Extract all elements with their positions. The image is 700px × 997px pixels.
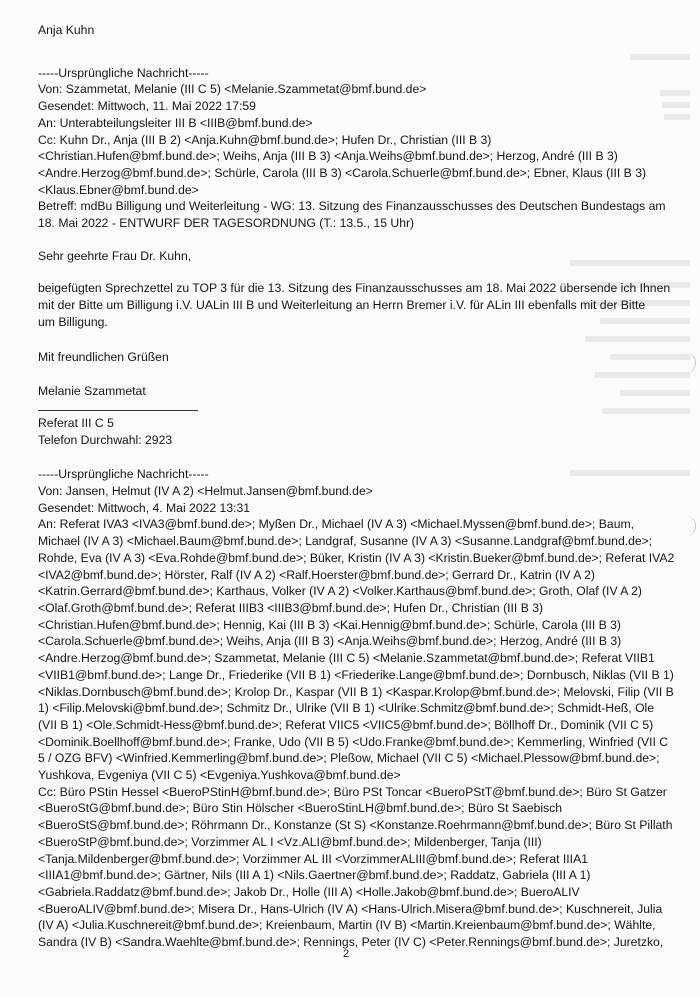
recipient-line: Michael (IV A 3) <Michael.Baum@bmf.bund.de>; Landgraf, Susanne (IV A 3) <Susanne.Landgraf@bmf.bund.de>; <box>38 534 653 549</box>
cc-line: Cc: Kuhn Dr., Anja (III B 2) <Anja.Kuhn@bmf.bund.de>; Hufen Dr., Christian (III B 3) <box>38 132 492 147</box>
from-line: Von: Jansen, Helmut (IV A 2) <Helmut.Jansen@bmf.bund.de> <box>38 484 373 499</box>
cc-line: <Klaus.Ebner@bmf.bund.de> <box>38 182 199 197</box>
recipient-line: <Andre.Herzog@bmf.bund.de>; Szammetat, Melanie (III C 5) <Melanie.Szammetat@bmf.bund.de>; Referat VIIB1 <box>38 651 655 666</box>
body-line: beigefügten Sprechzettel zu TOP 3 für die 13. Sitzung des Finanzausschusses am 18. Mai 2022 übersende ich Ihnen <box>38 281 671 296</box>
recipient-line: <IVA2@bmf.bund.de>; Hörster, Ralf (IV A 2) <Ralf.Hoerster@bmf.bund.de>; Gerrard Dr., Katrin (IV A 2) <box>38 567 595 582</box>
recipient-line: <Katrin.Gerrard@bmf.bund.de>; Karthaus, Volker (IV A 2) <Volker.Karthaus@bmf.bund.de>; Groth, Olaf (IV A 2) <box>38 584 642 599</box>
cc-line: (IV A) <Julia.Kuschnereit@bmf.bund.de>; Kreienbaum, Martin (IV B) <Martin.Kreienbaum@bmf.bund.de>; Wählte, <box>38 918 656 933</box>
recipient-line: <Carola.Schuerle@bmf.bund.de>; Weihs, Anja (III B 3) <Anja.Weihs@bmf.bund.de>; Herzog, André (III B 3) <box>38 634 622 649</box>
recipient-line: 5 / OZG BFV) <Winfried.Kemmerling@bmf.bund.de>; Pleßow, Michael (VII C 5) <Michael.Plessow@bmf.bund.de>; <box>38 751 660 766</box>
cc-line: <BueroStS@bmf.bund.de>; Röhrmann Dr., Konstanze (St S) <Konstanze.Roehrmann@bmf.bund.de>; Büro St Pillath <box>38 818 673 833</box>
subject-line: 18. Mai 2022 - ENTWURF DER TAGESORDNUNG (T.: 13.5., 15 Uhr) <box>38 216 415 231</box>
recipient-line: Rohde, Eva (IV A 3) <Eva.Rohde@bmf.bund.de>; Büker, Kristin (IV A 3) <Kristin.Bueker@bmf.bund.de>; Referat IVA2 <box>38 550 675 565</box>
recipient-line: <Niklas.Dornbusch@bmf.bund.de>; Krolop Dr., Kaspar (VII B 1) <Kaspar.Krolop@bmf.bund.de>; Melovski, Filip (VII B <box>38 684 674 699</box>
recipient-line: <VIIB1@bmf.bund.de>; Lange Dr., Friederike (VII B 1) <Friederike.Lange@bmf.bund.de>; Dornbusch, Niklas (VII B 1) <box>38 667 674 682</box>
signature-divider <box>38 410 198 411</box>
cc-line: <Christian.Hufen@bmf.bund.de>; Weihs, Anja (III B 3) <Anja.Weihs@bmf.bund.de>; Herzog, André (III B 3) <box>38 149 618 164</box>
body-line: mit der Bitte um Billigung i.V. UALin III B und Weiterleitung an Herrn Bremer i.V. für ALin III ebenfalls mit der Bitte <box>38 298 646 313</box>
cc-line: <BueroStP@bmf.bund.de>; Vorzimmer AL I <Vz.ALI@bmf.bund.de>; Mildenberger, Tanja (III) <box>38 834 542 849</box>
cc-line: <BueroStG@bmf.bund.de>; Büro Stin Hölscher <BueroStinLH@bmf.bund.de>; Büro St Saebisch <box>38 801 563 816</box>
cc-line: Sandra (IV B) <Sandra.Waehlte@bmf.bund.de>; Rennings, Peter (IV C) <Peter.Rennings@bmf.bund.de>; Juretzko, <box>38 935 664 950</box>
recipient-line: An: Referat IVA3 <IVA3@bmf.bund.de>; Myßen Dr., Michael (IV A 3) <Michael.Myssen@bmf.bund.de>; Baum, <box>38 517 635 532</box>
recipient-line: (VII B 1) <Ole.Schmidt-Hess@bmf.bund.de>; Referat VIIC5 <VIIC5@bmf.bund.de>; Böllhoff Dr., Dominik (VII C 5) <box>38 717 654 732</box>
signature-phone: Telefon Durchwahl: 2923 <box>38 432 173 447</box>
recipient-line: <Olaf.Groth@bmf.bund.de>; Referat IIIB3 <IIIB3@bmf.bund.de>; Hufen Dr., Christian (III B 3) <box>38 600 544 615</box>
recipient-line: Yushkova, Evgeniya (VII C 5) <Evgeniya.Yushkova@bmf.bund.de> <box>38 768 401 783</box>
cc-line: <BueroALIV@bmf.bund.de>; Misera Dr., Hans-Ulrich (IV A) <Hans-Ulrich.Misera@bmf.bund.de>; Kuschnereit, Julia <box>38 901 663 916</box>
signature-name: Melanie Szammetat <box>38 384 146 399</box>
original-message-2 <box>38 466 678 950</box>
recipient-line: 1) <Filip.Melovski@bmf.bund.de>; Schmitz Dr., Ulrike (VII B 1) <Ulrike.Schmitz@bmf.bund.de>; Schmidt-Heß, Ole <box>38 701 655 716</box>
greeting: Sehr geehrte Frau Dr. Kuhn, <box>38 248 192 263</box>
recipient-line: <Christian.Hufen@bmf.bund.de>; Hennig, Kai (III B 3) <Kai.Hennig@bmf.bund.de>; Schürle, Carola (III B 3) <box>38 617 621 632</box>
message-separator: -----Ursprüngliche Nachricht----- <box>38 65 209 80</box>
sender-name: Anja Kuhn <box>38 23 95 37</box>
email-body <box>38 22 678 951</box>
cc-line: <Andre.Herzog@bmf.bund.de>; Schürle, Carola (III B 3) <Carola.Schuerle@bmf.bund.de>; Ebner, Klaus (III B 3) <box>38 165 647 180</box>
sent-line: Gesendet: Mittwoch, 4. Mai 2022 13:31 <box>38 500 251 515</box>
margin-mark <box>681 515 696 537</box>
page-number: 2 <box>343 948 350 960</box>
original-message-1 <box>38 65 678 449</box>
cc-line: <Gabriela.Raddatz@bmf.bund.de>; Jakob Dr., Holle (III A) <Holle.Jakob@bmf.bund.de>; BueroALIV <box>38 884 580 899</box>
closing: Mit freundlichen Grüßen <box>38 349 169 364</box>
cc-line: <IIIA1@bmf.bund.de>; Gärtner, Nils (III A 1) <Nils.Gaertner@bmf.bund.de>; Raddatz, Gabriela (III A 1) <box>38 868 591 883</box>
signature-unit: Referat III C 5 <box>38 415 114 430</box>
body-line: um Billigung. <box>38 314 108 329</box>
sent-line: Gesendet: Mittwoch, 11. Mai 2022 17:59 <box>38 99 256 114</box>
recipient-line: <Dominik.Boellhoff@bmf.bund.de>; Franke, Udo (VII B 5) <Udo.Franke@bmf.bund.de>; Kemmerling, Winfried (VII C <box>38 734 669 749</box>
cc-line: Cc: Büro PStin Hessel <BueroPStinH@bmf.bund.de>; Büro PSt Toncar <BueroPStT@bmf.bund.de>; Büro St Gatzer <box>38 784 667 799</box>
cc-line: <Tanja.Mildenberger@bmf.bund.de>; Vorzimmer AL III <VorzimmerALIII@bmf.bund.de>; Referat IIIA1 <box>38 851 588 866</box>
margin-mark <box>681 352 696 374</box>
to-line: An: Unterabteilungsleiter III B <IIIB@bmf.bund.de> <box>38 115 313 130</box>
message-separator: -----Ursprüngliche Nachricht----- <box>38 467 209 482</box>
from-line: Von: Szammetat, Melanie (III C 5) <Melanie.Szammetat@bmf.bund.de> <box>38 82 427 97</box>
subject-line: Betreff: mdBu Billigung und Weiterleitung - WG: 13. Sitzung des Finanzausschusses des Deutschen Bundestags am <box>38 199 666 214</box>
